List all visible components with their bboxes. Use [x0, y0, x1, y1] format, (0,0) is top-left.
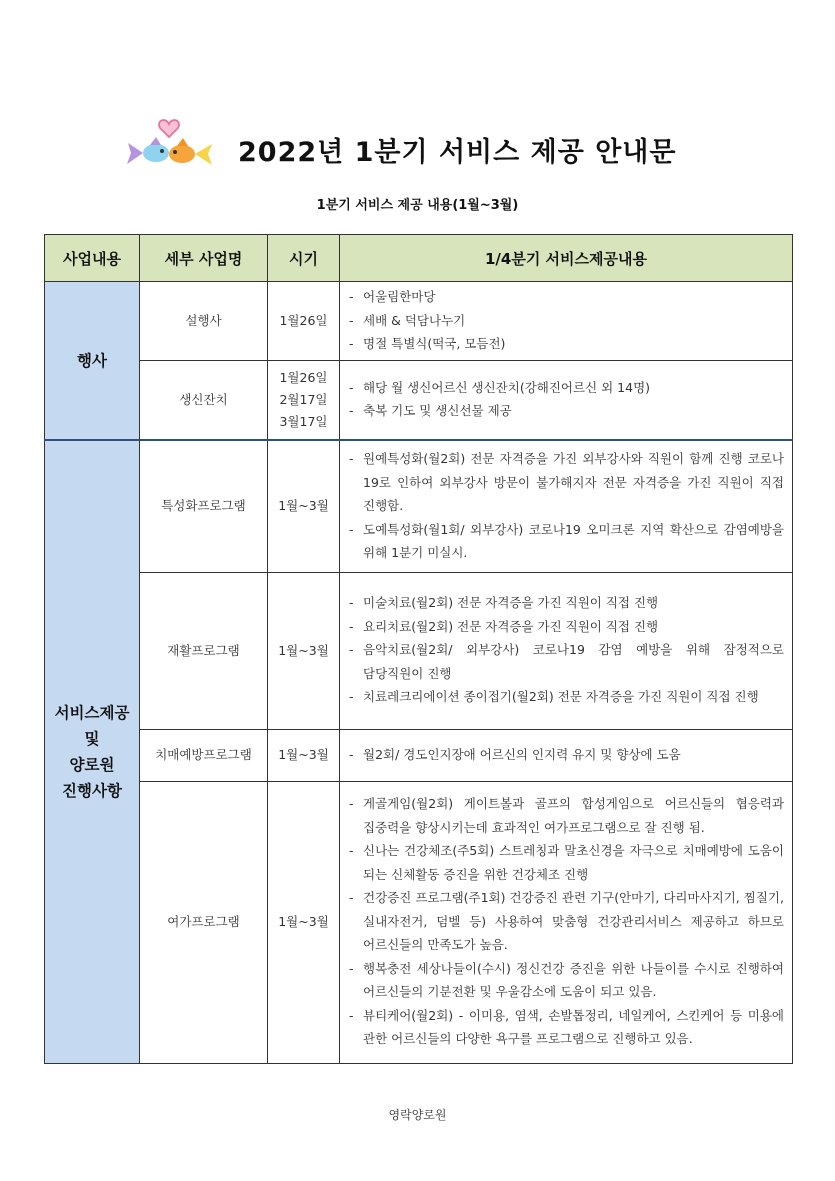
- list-item: - 음악치료(월2회/ 외부강사) 코로나19 감염 예방을 위해 잠정적으로 담당직원이 진행: [345, 638, 784, 685]
- header: [0, 118, 835, 178]
- header-period: 시기: [268, 235, 340, 282]
- list-item: - 요리치료(월2회) 전문 자격증을 가진 직원이 직접 진행: [345, 615, 784, 639]
- program-name-cell: 설행사: [140, 282, 268, 361]
- program-name-cell: 여가프로그램: [140, 781, 268, 1063]
- header-category: 사업내용: [45, 235, 140, 282]
- list-item: - 명절 특별식(떡국, 모듬전): [345, 332, 784, 356]
- category-cell: 서비스제공 및 양로원 진행사항: [45, 440, 140, 1063]
- list-item: - 건강증진 프로그램(주1회) 건강증진 관련 기구(안마기, 다리마사지기, 찜질기, 실내자전거, 덤벨 등) 사용하여 맞춤형 건강관리서비스 제공하고 하므로 어르신들의 만족도가 높음.: [345, 886, 784, 957]
- list-item: - 뷰티케어(월2회) - 이미용, 염색, 손발톱정리, 네일케어, 스킨케어 등 미용에 관한 어르신들의 다양한 욕구를 프로그램으로 진행하고 있음.: [345, 1004, 784, 1051]
- content-cell: [340, 440, 793, 572]
- list-item: - 게골게임(월2회) 게이트볼과 골프의 합성게임으로 어르신들의 협응력과 집중력을 향상시키는데 효과적인 여가프로그램으로 잘 진행 됨.: [345, 792, 784, 839]
- period-cell: 1월26일: [268, 282, 340, 361]
- list-item: - 도예특성화(월1회/ 외부강사) 코로나19 오미크론 지역 확산으로 감염예방을 위해 1분기 미실시.: [345, 518, 784, 565]
- list-item: - 미술치료(월2회) 전문 자격증을 가진 직원이 직접 진행: [345, 591, 784, 615]
- period-cell: 1월~3월: [268, 729, 340, 781]
- footer-organization: 영락양로원: [388, 1108, 447, 1122]
- table-row: [45, 282, 793, 361]
- period-cell: 1월~3월: [268, 440, 340, 572]
- list-item: - 축복 기도 및 생신선물 제공: [345, 399, 784, 423]
- table-row: [45, 440, 793, 572]
- list-item: - 해당 월 생신어르신 생신잔치(강해진어르신 외 14명): [345, 376, 784, 400]
- table-body: [45, 282, 793, 1064]
- program-name-cell: 치매예방프로그램: [140, 729, 268, 781]
- program-name-cell: 재활프로그램: [140, 572, 268, 729]
- list-item: - 행복충전 세상나들이(수시) 정신건강 증진을 위한 나들이를 수시로 진행하여 어르신들의 기분전환 및 우울감소에 도움이 되고 있음.: [345, 957, 784, 1004]
- content-list: [345, 591, 784, 709]
- content-list: [345, 376, 784, 423]
- program-name-cell: 특성화프로그램: [140, 440, 268, 572]
- list-item: - 치료레크리에이션 종이접기(월2회) 전문 자격증을 가진 직원이 직접 진행: [345, 685, 784, 709]
- period-cell: 1월~3월: [268, 781, 340, 1063]
- fish-heart-logo-icon: [122, 118, 217, 173]
- content-list: [345, 743, 784, 767]
- service-table: [44, 234, 793, 1064]
- table-row: [45, 729, 793, 781]
- table-row: [45, 360, 793, 440]
- header-content: 1/4분기 서비스제공내용: [340, 235, 793, 282]
- content-list: [345, 792, 784, 1051]
- content-list: [345, 447, 784, 565]
- content-cell: [340, 781, 793, 1063]
- list-item: - 월2회/ 경도인지장애 어르신의 인지력 유지 및 향상에 도움: [345, 743, 784, 767]
- content-list: [345, 285, 784, 356]
- program-name-cell: 생신잔치: [140, 360, 268, 440]
- content-cell: [340, 729, 793, 781]
- list-item: - 원예특성화(월2회) 전문 자격증을 가진 외부강사와 직원이 함께 진행 코로나 19로 인하여 외부강사 방문이 불가해지자 전문 자격증을 가진 직원이 직접 진행함.: [345, 447, 784, 518]
- content-cell: [340, 360, 793, 440]
- table-row: [45, 572, 793, 729]
- category-cell: 행사: [45, 282, 140, 441]
- list-item: - 어울림한마당: [345, 285, 784, 309]
- page-subtitle: 1분기 서비스 제공 내용(1월~3월): [316, 198, 519, 213]
- content-cell: [340, 572, 793, 729]
- content-cell: [340, 282, 793, 361]
- header-program-name: 세부 사업명: [140, 235, 268, 282]
- page-title: 2022년 1분기 서비스 제공 안내문: [238, 137, 677, 168]
- period-cell: 1월~3월: [268, 572, 340, 729]
- list-item: - 신나는 건강체조(주5회) 스트레칭과 말초신경을 자극으로 치매예방에 도움이 되는 신체활동 증진을 위한 건강체조 진행: [345, 839, 784, 886]
- table-header-row: [45, 235, 793, 282]
- table-row: [45, 781, 793, 1063]
- list-item: - 세배 & 덕담나누기: [345, 309, 784, 333]
- period-cell: 1월26일 2월17일 3월17일: [268, 360, 340, 440]
